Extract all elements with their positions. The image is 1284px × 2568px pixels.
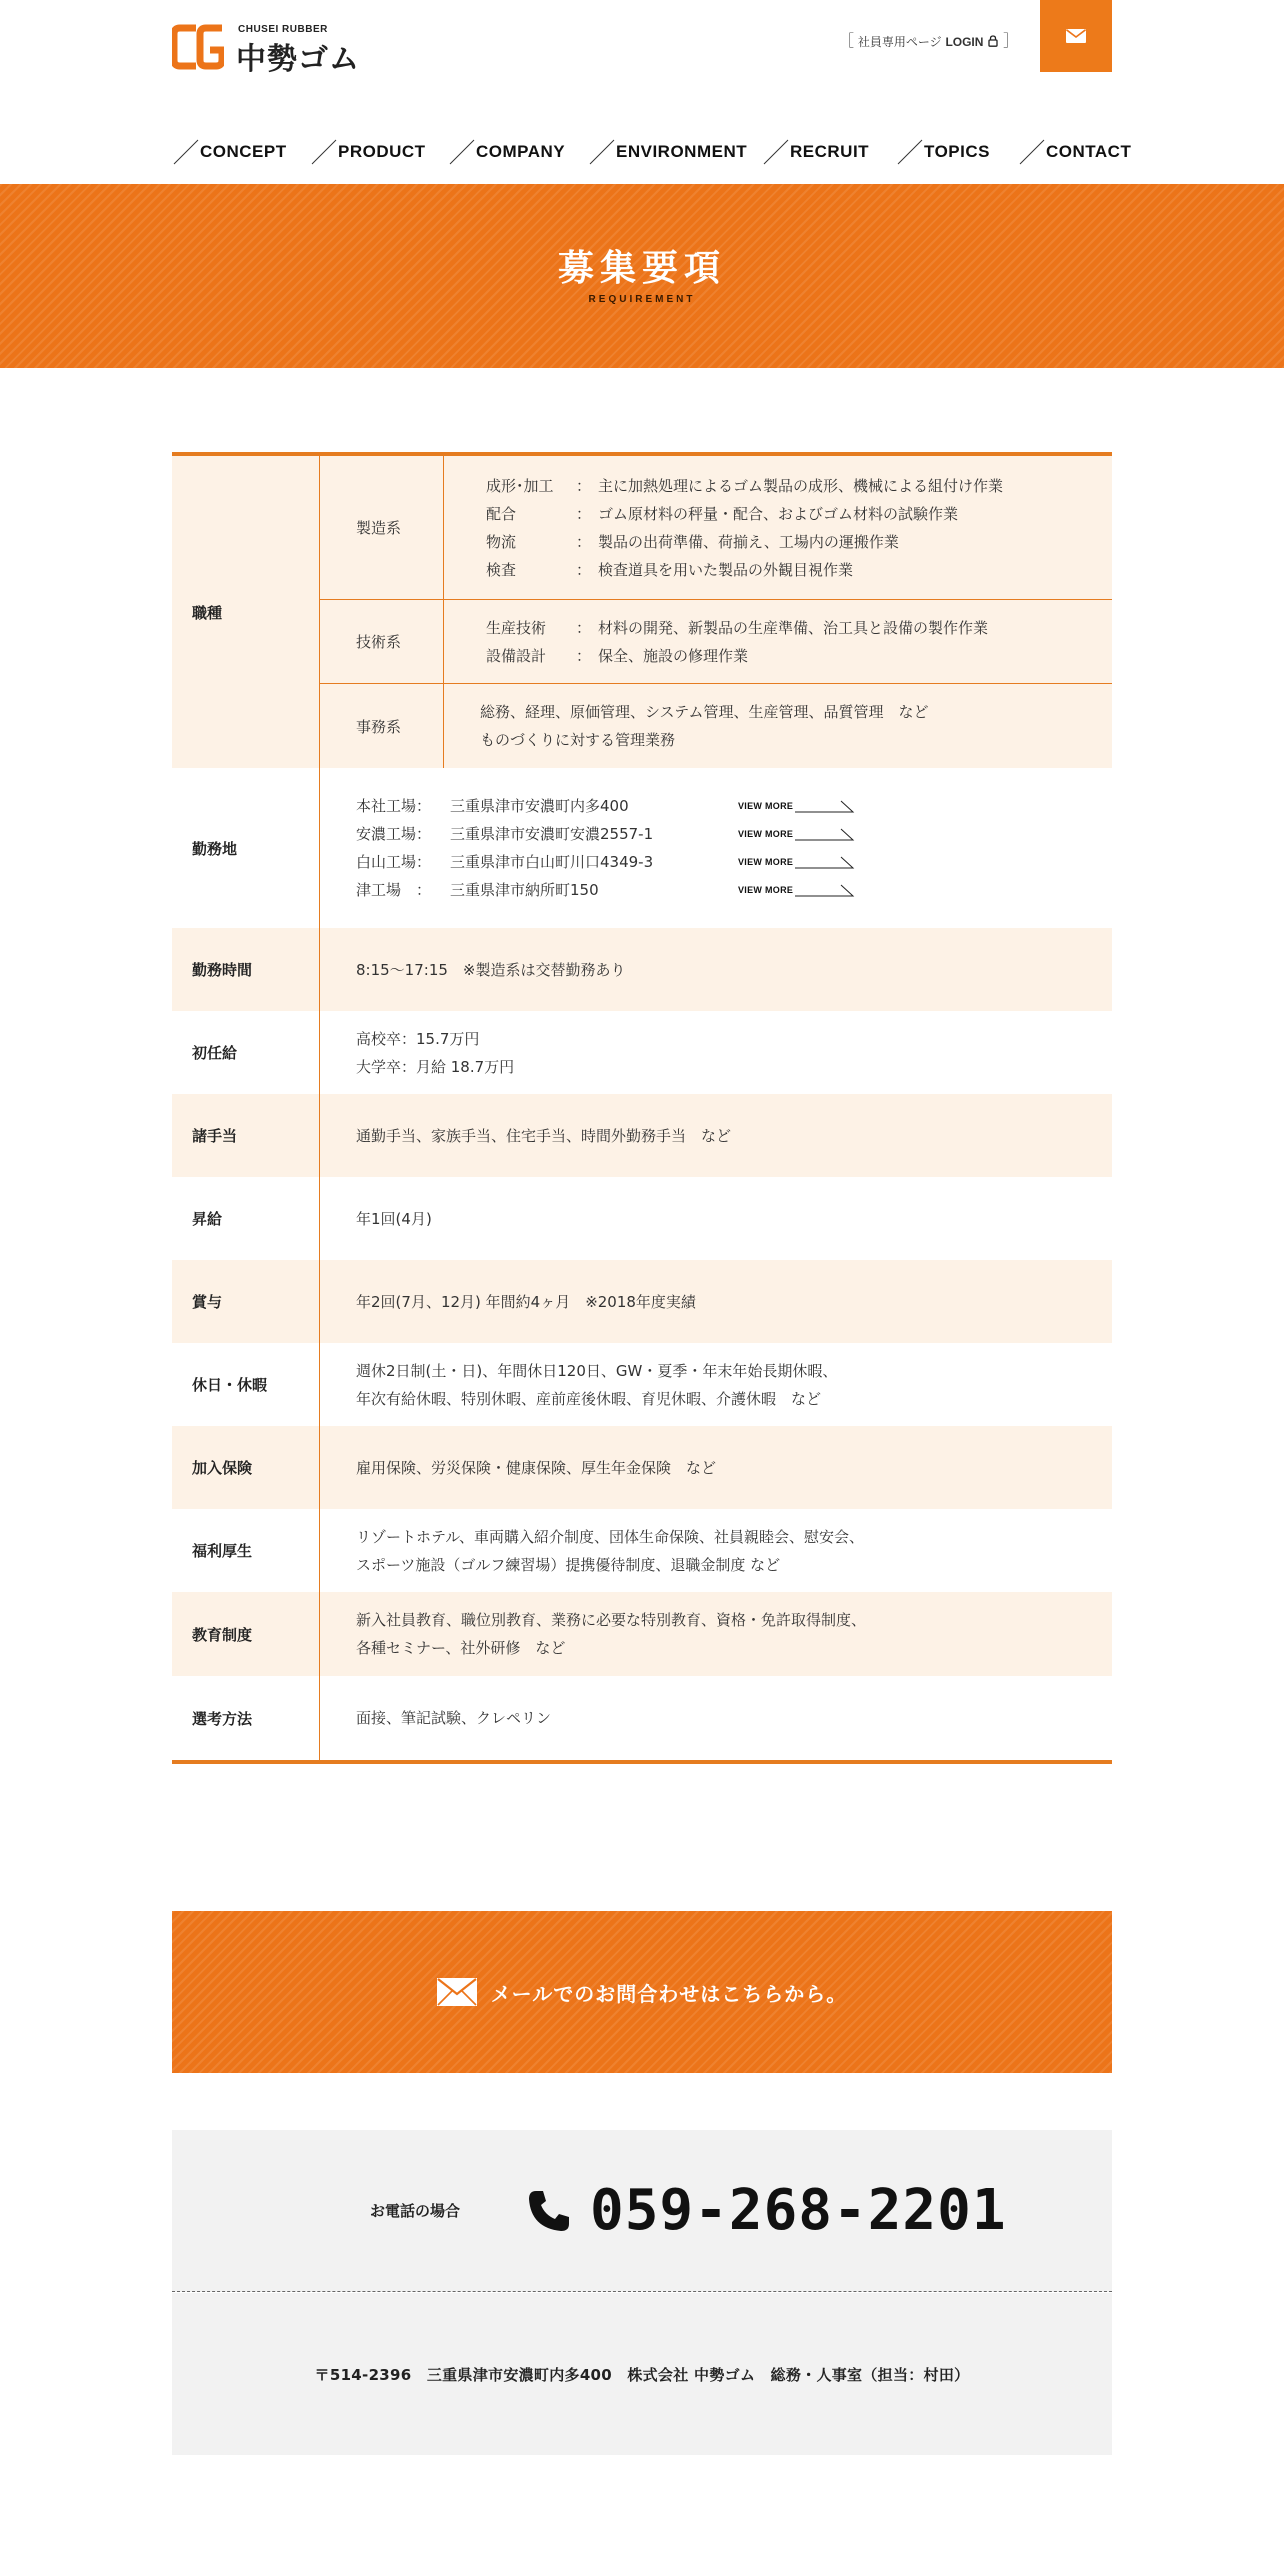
- slash-icon: [448, 138, 476, 166]
- text-line: 年2回(7月、12月) 年間約4ヶ月 ※2018年度実績: [356, 1292, 696, 1311]
- job-type-subtable: [320, 456, 1112, 768]
- duty-separator: ：: [576, 476, 592, 495]
- duty-line: [486, 472, 1112, 500]
- nav-label: TOPICS: [924, 142, 990, 161]
- logo-english: CHUSEI RUBBER: [238, 24, 328, 35]
- phone-number[interactable]: 059-268-2201: [590, 2178, 1007, 2243]
- text-line: 通勤手当、家族手当、住宅手当、時間外勤務手当 など: [356, 1126, 732, 1145]
- location-address: 三重県津市安濃町内多400: [450, 797, 629, 815]
- row-heading: 勤務地: [172, 768, 320, 928]
- location-name: 津工場 ：: [356, 881, 432, 899]
- envelope-icon: [437, 1978, 477, 2006]
- arrow-icon: [795, 883, 855, 897]
- location-name: 本社工場：: [356, 797, 432, 815]
- row-content: [320, 1509, 1112, 1592]
- text-line: 8:15〜17:15 ※製造系は交替勤務あり: [356, 960, 626, 979]
- row-heading: 休日・休暇: [172, 1343, 320, 1426]
- company-address: [172, 2293, 1112, 2455]
- duty-separator: ：: [576, 646, 592, 665]
- duty-separator: ：: [576, 560, 592, 579]
- slash-icon: [1018, 138, 1046, 166]
- requirements-table: [172, 452, 1112, 1764]
- slash-icon: [896, 138, 924, 166]
- row-heading: 初任給: [172, 1011, 320, 1094]
- duty-text: 主に加熱処理によるゴム製品の成形、機械による組付け作業: [598, 476, 1004, 495]
- arrow-icon: [795, 799, 855, 813]
- duty-line: [486, 614, 1112, 642]
- duty-label: 生産技術: [486, 618, 547, 637]
- duty-line: [486, 642, 1112, 670]
- row-content: [320, 1676, 1112, 1760]
- bracket-close: ］: [1003, 31, 1020, 50]
- nav-label: CONTACT: [1046, 142, 1132, 161]
- view-more-link[interactable]: [738, 792, 855, 820]
- row-content: [320, 1094, 1112, 1177]
- view-more-label: VIEW MORE: [738, 829, 794, 839]
- table-row-selection: [172, 1676, 1112, 1760]
- sub-row-manufacturing: [320, 456, 1112, 600]
- sub-heading: 製造系: [320, 456, 444, 599]
- duty-text: ゴム原材料の秤量・配合、およびゴム材料の試験作業: [598, 504, 959, 523]
- envelope-icon: [1066, 29, 1086, 43]
- duty-label: 配合: [486, 504, 517, 523]
- row-heading: 教育制度: [172, 1592, 320, 1676]
- duty-text: 製品の出荷準備、荷揃え、工場内の運搬作業: [598, 532, 899, 551]
- nav-label: PRODUCT: [338, 142, 426, 161]
- sub-content: [444, 600, 1112, 683]
- slash-icon: [762, 138, 790, 166]
- page-hero: [0, 184, 1284, 368]
- text-line: 各種セミナー、社外研修 など: [356, 1639, 566, 1657]
- row-heading: 昇給: [172, 1177, 320, 1260]
- duty-text: 検査道具を用いた製品の外観目視作業: [598, 560, 854, 579]
- table-row-working-hours: [172, 928, 1112, 1011]
- table-row-welfare: [172, 1509, 1112, 1592]
- sub-heading: 事務系: [320, 684, 444, 768]
- row-heading: 諸手当: [172, 1094, 320, 1177]
- view-more-label: VIEW MORE: [738, 801, 794, 811]
- slash-icon: [172, 138, 200, 166]
- slash-icon: [310, 138, 338, 166]
- mail-contact-banner[interactable]: [172, 1911, 1112, 2073]
- row-content: [320, 1343, 1112, 1426]
- row-heading: 職種: [172, 456, 320, 768]
- row-content: [320, 928, 1112, 1011]
- row-heading: 賞与: [172, 1260, 320, 1343]
- duty-line: [486, 556, 1112, 584]
- row-content: [320, 1011, 1112, 1094]
- staff-login-link[interactable]: [838, 28, 1019, 51]
- row-heading: 勤務時間: [172, 928, 320, 1011]
- nav-label: ENVIRONMENT: [616, 142, 748, 161]
- location-address: 三重県津市納所町150: [450, 881, 599, 899]
- global-nav: [172, 138, 1132, 166]
- duty-separator: ：: [576, 532, 592, 551]
- nav-label: RECRUIT: [790, 142, 870, 161]
- table-row-insurance: [172, 1426, 1112, 1509]
- text-line: 総務、経理、原価管理、システム管理、生産管理、品質管理 など: [480, 703, 929, 721]
- text-line: ものづくりに対する管理業務: [480, 731, 676, 749]
- table-row-job-type: [172, 456, 1112, 768]
- text-line: 新入社員教育、職位別教育、業務に必要な特別教育、資格・免許取得制度、: [356, 1611, 867, 1629]
- location-address: 三重県津市安濃町安濃2557-1: [450, 825, 654, 843]
- arrow-icon: [795, 855, 855, 869]
- login-label: LOGIN: [945, 35, 984, 49]
- duty-label: 物流: [486, 532, 517, 551]
- duty-text: 保全、施設の修理作業: [598, 646, 749, 665]
- table-row-starting-salary: [172, 1011, 1112, 1094]
- site-logo[interactable]: [172, 22, 372, 77]
- duty-separator: ：: [576, 618, 592, 637]
- row-content: [320, 1426, 1112, 1509]
- location-item: [356, 848, 1112, 876]
- row-heading: 選考方法: [172, 1676, 320, 1760]
- nav-label: CONCEPT: [200, 142, 287, 161]
- duty-text: 材料の開発、新製品の生産準備、治工具と設備の製作作業: [598, 618, 989, 637]
- staff-page-label: 社員専用ページ: [857, 35, 942, 49]
- text-line: 年次有給休暇、特別休暇、産前産後休暇、育児休暇、介護休暇 など: [356, 1389, 822, 1408]
- lock-icon: [987, 35, 999, 47]
- logo-japanese: 中勢ゴム: [236, 42, 360, 77]
- table-row-training: [172, 1592, 1112, 1676]
- table-row-pay-raise: [172, 1177, 1112, 1260]
- row-heading: 福利厚生: [172, 1509, 320, 1592]
- logo-mark-icon: [172, 24, 224, 70]
- location-address: 三重県津市白山町川口4349-3: [450, 853, 654, 871]
- phone-label: お電話の場合: [370, 2202, 461, 2220]
- page-title: 募集要項: [557, 248, 726, 289]
- row-content: [320, 1592, 1112, 1676]
- row-content: [320, 1177, 1112, 1260]
- location-name: 安濃工場：: [356, 825, 432, 843]
- bracket-open: ［: [838, 31, 855, 50]
- phone-icon: [526, 2188, 572, 2234]
- text-line: 面接、筆記試験、クレペリン: [356, 1709, 552, 1727]
- page-subtitle: REQUIREMENT: [588, 294, 696, 305]
- view-more-label: VIEW MORE: [738, 885, 794, 895]
- arrow-icon: [795, 827, 855, 841]
- table-row-bonus: [172, 1260, 1112, 1343]
- sub-content: [444, 456, 1112, 599]
- sub-row-office: [320, 684, 1112, 768]
- view-more-link[interactable]: [738, 876, 855, 904]
- sub-content: [444, 684, 1112, 768]
- location-list: [320, 768, 1112, 928]
- view-more-link[interactable]: [738, 820, 855, 848]
- view-more-link[interactable]: [738, 848, 855, 876]
- table-row-holidays: [172, 1343, 1112, 1426]
- sub-heading: 技術系: [320, 600, 444, 683]
- slash-icon: [588, 138, 616, 166]
- text-line: 週休2日制(土・日)、年間休日120日、GW・夏季・年末年始長期休暇、: [356, 1361, 838, 1380]
- row-content: [320, 1260, 1112, 1343]
- phone-contact: [172, 2130, 1112, 2292]
- duty-label: 検査: [486, 560, 517, 579]
- text-line: 雇用保険、労災保険・健康保険、厚生年金保険 など: [356, 1458, 717, 1477]
- sub-row-technical: [320, 600, 1112, 684]
- header-mail-button[interactable]: [1040, 0, 1112, 72]
- duty-line: [486, 500, 1112, 528]
- duty-label: 成形･加工: [486, 476, 554, 495]
- table-row-location: [172, 768, 1112, 928]
- address-text: 〒514-2396 三重県津市安濃町内多400 株式会社 中勢ゴム 総務・人事室（担当：村田）: [314, 2365, 970, 2384]
- text-line: 年1回(4月): [356, 1209, 432, 1228]
- mail-banner-label: メールでのお問合わせはこちらから。: [490, 1981, 848, 2006]
- location-item: [356, 792, 1112, 820]
- text-line: リゾートホテル、車両購入紹介制度、団体生命保険、社員親睦会、慰安会、: [356, 1527, 865, 1546]
- row-heading: 加入保険: [172, 1426, 320, 1509]
- table-row-allowances: [172, 1094, 1112, 1177]
- duty-separator: ：: [576, 504, 592, 523]
- location-item: [356, 876, 1112, 904]
- text-line: 大学卒：月給 18.7万円: [356, 1057, 515, 1076]
- duty-line: [486, 528, 1112, 556]
- text-line: 高校卒：15.7万円: [356, 1029, 480, 1048]
- text-line: スポーツ施設（ゴルフ練習場）提携優待制度、退職金制度 など: [356, 1555, 781, 1574]
- location-name: 白山工場：: [356, 853, 432, 871]
- location-item: [356, 820, 1112, 848]
- view-more-label: VIEW MORE: [738, 857, 794, 867]
- duty-label: 設備設計: [486, 646, 547, 665]
- nav-label: COMPANY: [476, 142, 566, 161]
